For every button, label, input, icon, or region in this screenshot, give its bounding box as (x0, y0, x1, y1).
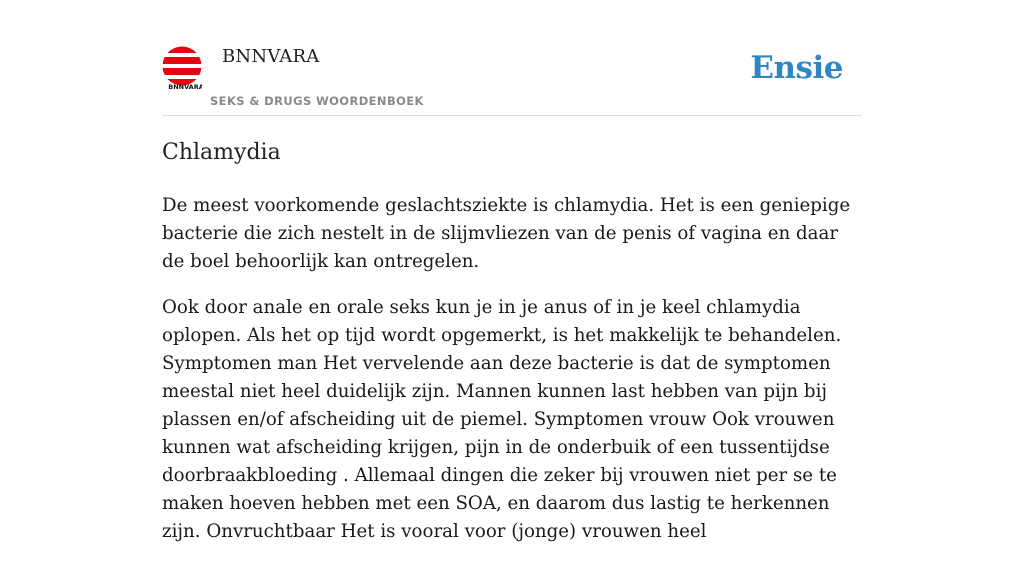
article-paragraph: De meest voorkomende geslachtsziekte is chlamydia. Het is een geniepige bacterie die zich nestelt in de slijmvliezen van de penis of vagina en daar de boel behoorlijk kan ontregelen. (162, 195, 851, 272)
ensie-logo[interactable]: Ensie (750, 50, 843, 86)
logo-wordmark: BNNVARA (168, 83, 202, 90)
dictionary-subtitle[interactable]: SEKS & DRUGS WOORDENBOEK (210, 94, 424, 108)
page-title: Chlamydia (162, 140, 281, 165)
article-body (162, 192, 862, 564)
bnnvara-logo-icon[interactable] (162, 46, 202, 90)
header (162, 0, 862, 116)
brand-name[interactable]: BNNVARA (222, 46, 320, 67)
page-container (162, 0, 862, 542)
article-paragraph: Ook door anale en orale seks kun je in je anus of in je keel chlamydia oplopen. Als het op tijd wordt opgemerkt, is het makkelijk te behandelen. Symptomen man Het vervelende aan deze bacterie is dat de symptomen meestal niet heel duidelijk zijn. Mannen kunnen last hebben van pijn bij plassen en/of afscheiding uit de piemel. Symptomen vrouw Ook vrouwen kunnen wat afscheiding krijgen, pijn in de onderbuik of een tussentijdse doorbraakbloeding . Allemaal dingen die zeker bij vrouwen niet per se te maken hoeven hebben met een SOA, en daarom dus lastig te herkennen zijn. Onvruchtbaar Het is vooral voor (jonge) vrouwen heel (162, 297, 842, 542)
